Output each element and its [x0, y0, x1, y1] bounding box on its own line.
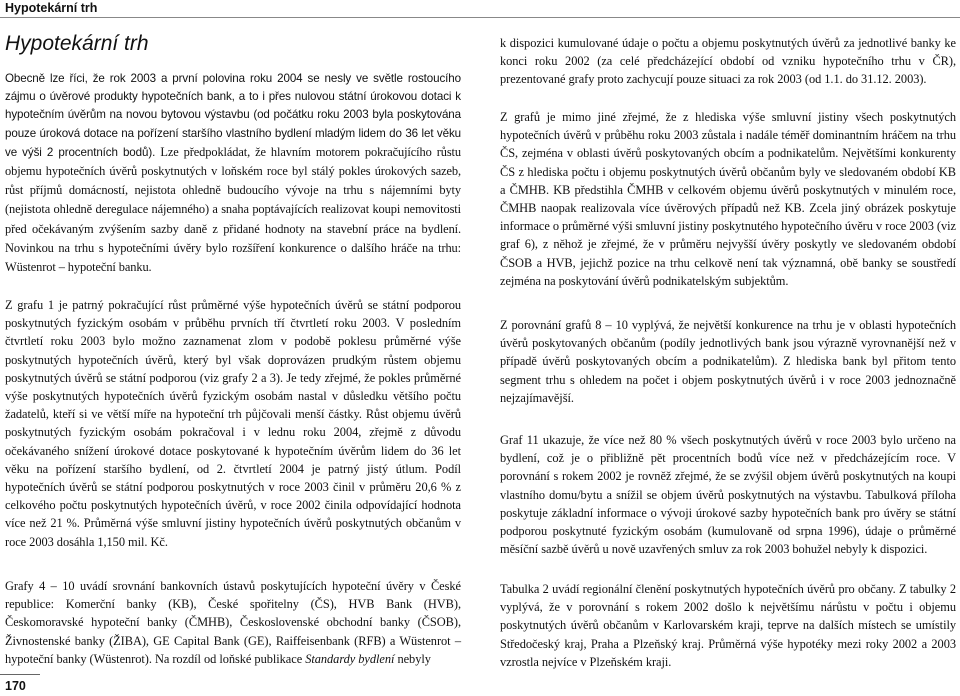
paragraph-grafy-text: Grafy 4 – 10 uvádí srovnání bankovních ústavů poskytujících hypoteční úvěry v České republice: Komerční banky (KB), České spořitelny (ČS), HVB Bank (HVB), Českomoravské hypoteční banky (ČMHB), Československé obchodní banky (ČSOB), Živnostenské banky (ŽIBA), GE Capital Bank (GE), Raiffeisenbank (RFB) a Wüstenrot – hypoteční banky (Wüstenrot). Na rozdíl od loňské publikace	[5, 579, 461, 666]
page-number: 170	[5, 679, 26, 693]
running-header	[0, 0, 960, 18]
paragraph-tabulka-2: Tabulka 2 uvádí regionální členění poskytnutých hypotečních úvěrů pro občany. Z tabulky 2 vyplývá, že v porovnání s rokem 2002 došlo k největšímu nárůstu v počtu i objemu poskytnutých úvěrů občanům v Karlovarském kraji, teprve na dalších místech se umístily Středočeský kraj, Praha a Plzeňský kraj. Průměrná výše hypotéky mezi roky 2002 a 2003 vzrostla nejvíce v Plzeňském kraji.	[500, 582, 956, 669]
intro-paragraph-part-2: Lze předpokládat, že hlavním motorem pokračujícího růstu objemu hypotečních úvěrů poskytnutých v loňském roce byl stálý pokles úrokových sazeb, růst příjmů domácností, nejistota ohledně budoucího vývoje na trhu s nájemními byty (nejistota ohledně deregulace nájemného) a snaha poptávajících realizovat koupi nemovitosti před očekávaným zvýšením sazby daně z přidané hodnoty na stavební práce na bydlení. Novinkou na trhu s hypotečními úvěry bylo rozšíření konkurence o dalšího hráče na trhu: Wüstenrot – hypoteční banku.	[5, 144, 461, 275]
running-title: Hypotekární trh	[5, 1, 98, 15]
paragraph-grafy-4-10	[5, 577, 461, 668]
paragraph-grafy-8-10: Z porovnání grafů 8 – 10 vyplývá, že největší konkurence na trhu je v oblasti hypotečních úvěrů poskytovaných občanům (podíly jednotlivých bank jsou výrazně vyrovnanější než v případě úvěrů poskytovaných obcím a podnikatelům). Z hlediska bank byl přitom tento segment trhu s ohledem na počet i objem poskytnutých úvěrů i v roce 2003 jednoznačně nejzajímavější.	[500, 318, 956, 405]
publication-title: Standardy bydlení	[305, 651, 395, 666]
paragraph-graf-11: Graf 11 ukazuje, že více než 80 % všech poskytnutých úvěrů v roce 2003 bylo určeno na bydlení, což je o přibližně pět procentních bodů více než v předcházejícím roce. V porovnání s rokem 2002 je rovněž zřejmé, že se zvýšil objem úvěrů poskytnutých na koupi vlastního domu/bytu a snížil se objem úvěrů poskytnutých na výstavbu. Tabulková příloha poskytuje základní informace o vývoji úrokové sazby hypotečních bank pro úvěry se státní podporou poskytnuté fyzickým osobám (kumulovaně od srpna 1996), údaje o průměrné měsíční sazbě úvěrů u nově uzavřených smluv za rok 2003 bohužel nebyly k dispozici.	[500, 433, 956, 557]
paragraph-grafy-text-end: nebyly	[394, 651, 431, 666]
paragraph-continuation: k dispozici kumulované údaje o počtu a objemu poskytnutých úvěrů za jednotlivé banky ke konci roku 2002 (za celé předcházející období od vzniku hypotečního trhu v ČR), prezentované grafy proto zachycují pouze situaci za rok 2003 (od 1.1. do 31.12. 2003).	[500, 36, 956, 87]
section-title: Hypotekární trh	[5, 32, 149, 55]
intro-paragraph	[5, 70, 461, 277]
intro-paragraph-part-1: Obecně lze říci, že rok 2003 a první polovina roku 2004 se nesly ve světle rostoucího zájmu o úvěrové produkty hypotečních bank, a to i přes nulovou státní úrokovou dotaci k hypotečním úvěrům na novou bytovou výstavbu (od počátku roku 2003 byla poskytována pouze úroková dotace na pořízení staršího vlastního bydlení mladým lidem do 36 let věku ve výši 2 procentních bodů).	[5, 72, 461, 159]
paragraph-graf-1: Z grafu 1 je patrný pokračující růst průměrné výše hypotečních úvěrů se státní podporou poskytnutých fyzickým osobám v průběhu prvních tří čtvrtletí roku 2003. V posledním čtvrtletí roku 2003 bylo možno zaznamenat zlom v podobě poklesu průměrné výše poskytnutých hypotečních úvěrů, který byl však doprovázen prudkým růstem objemu poskytnutých úvěrů se státní podporou (viz grafy 2 a 3). Je tedy zřejmé, že pokles průměrné výše poskytnutých hypotečních úvěrů fyzickým osobám nastal v důsledku většího počtu žadatelů, kteří si ve větší míře na hypoteční trh půjčovali menší částky. Růst objemu úvěrů poskytnutých fyzickým osobám pokračoval i v lednu roku 2004, zřejmě z důvodu očekávaného snížení úrokové dotace poskytované k hypotečním úvěrům lidem do 36 let věku na pořízení staršího bydlení, od 2. čtvrtletí 2004 je patrný jistý útlum. Podíl hypotečních úvěrů se státní podporou poskytnutých v roce 2003 činil v průměru 20,6 % z celkového počtu poskytnutých hypotečních úvěrů, v roce 2002 činila odpovídající hodnota více než 21 %. Průměrná výše smluvní jistiny hypotečních úvěrů poskytnutých občanům v roce 2003 dosáhla 1,150 mil. Kč.	[5, 298, 461, 549]
paragraph-graf-analysis: Z grafů je mimo jiné zřejmé, že z hlediska výše smluvní jistiny všech poskytnutých hypotečních úvěrů v průběhu roku 2003 zůstala i nadále téměř dominantním hráčem na trhu ČS, zejména v oblasti úvěrů poskytovaných obcím a podnikatelům. Největšími konkurenty ČS z hlediska počtu i objemu poskytnutých úvěrů občanům byly ve sledovaném období KB a ČMHB. KB předstihla ČMHB v celkovém objemu úvěrů poskytnutých v minulém roce, ČMHB naopak realizovala více úvěrových případů než KB. Zcela jiný obrázek poskytuje informace o průměrné výši smluvní jistiny poskytnutého hypotečního úvěru v roce 2003 (viz graf 6), z něhož je zřejmé, že v průměru nejvyšší úvěry poskytly ve sledovaném období ČSOB a HVB, jejichž pozice na trhu celkově není tak významná, obě banky se soustředí zejména na poskytování úvěrů podnikatelským subjektům.	[500, 110, 956, 288]
footer-divider	[0, 674, 40, 675]
